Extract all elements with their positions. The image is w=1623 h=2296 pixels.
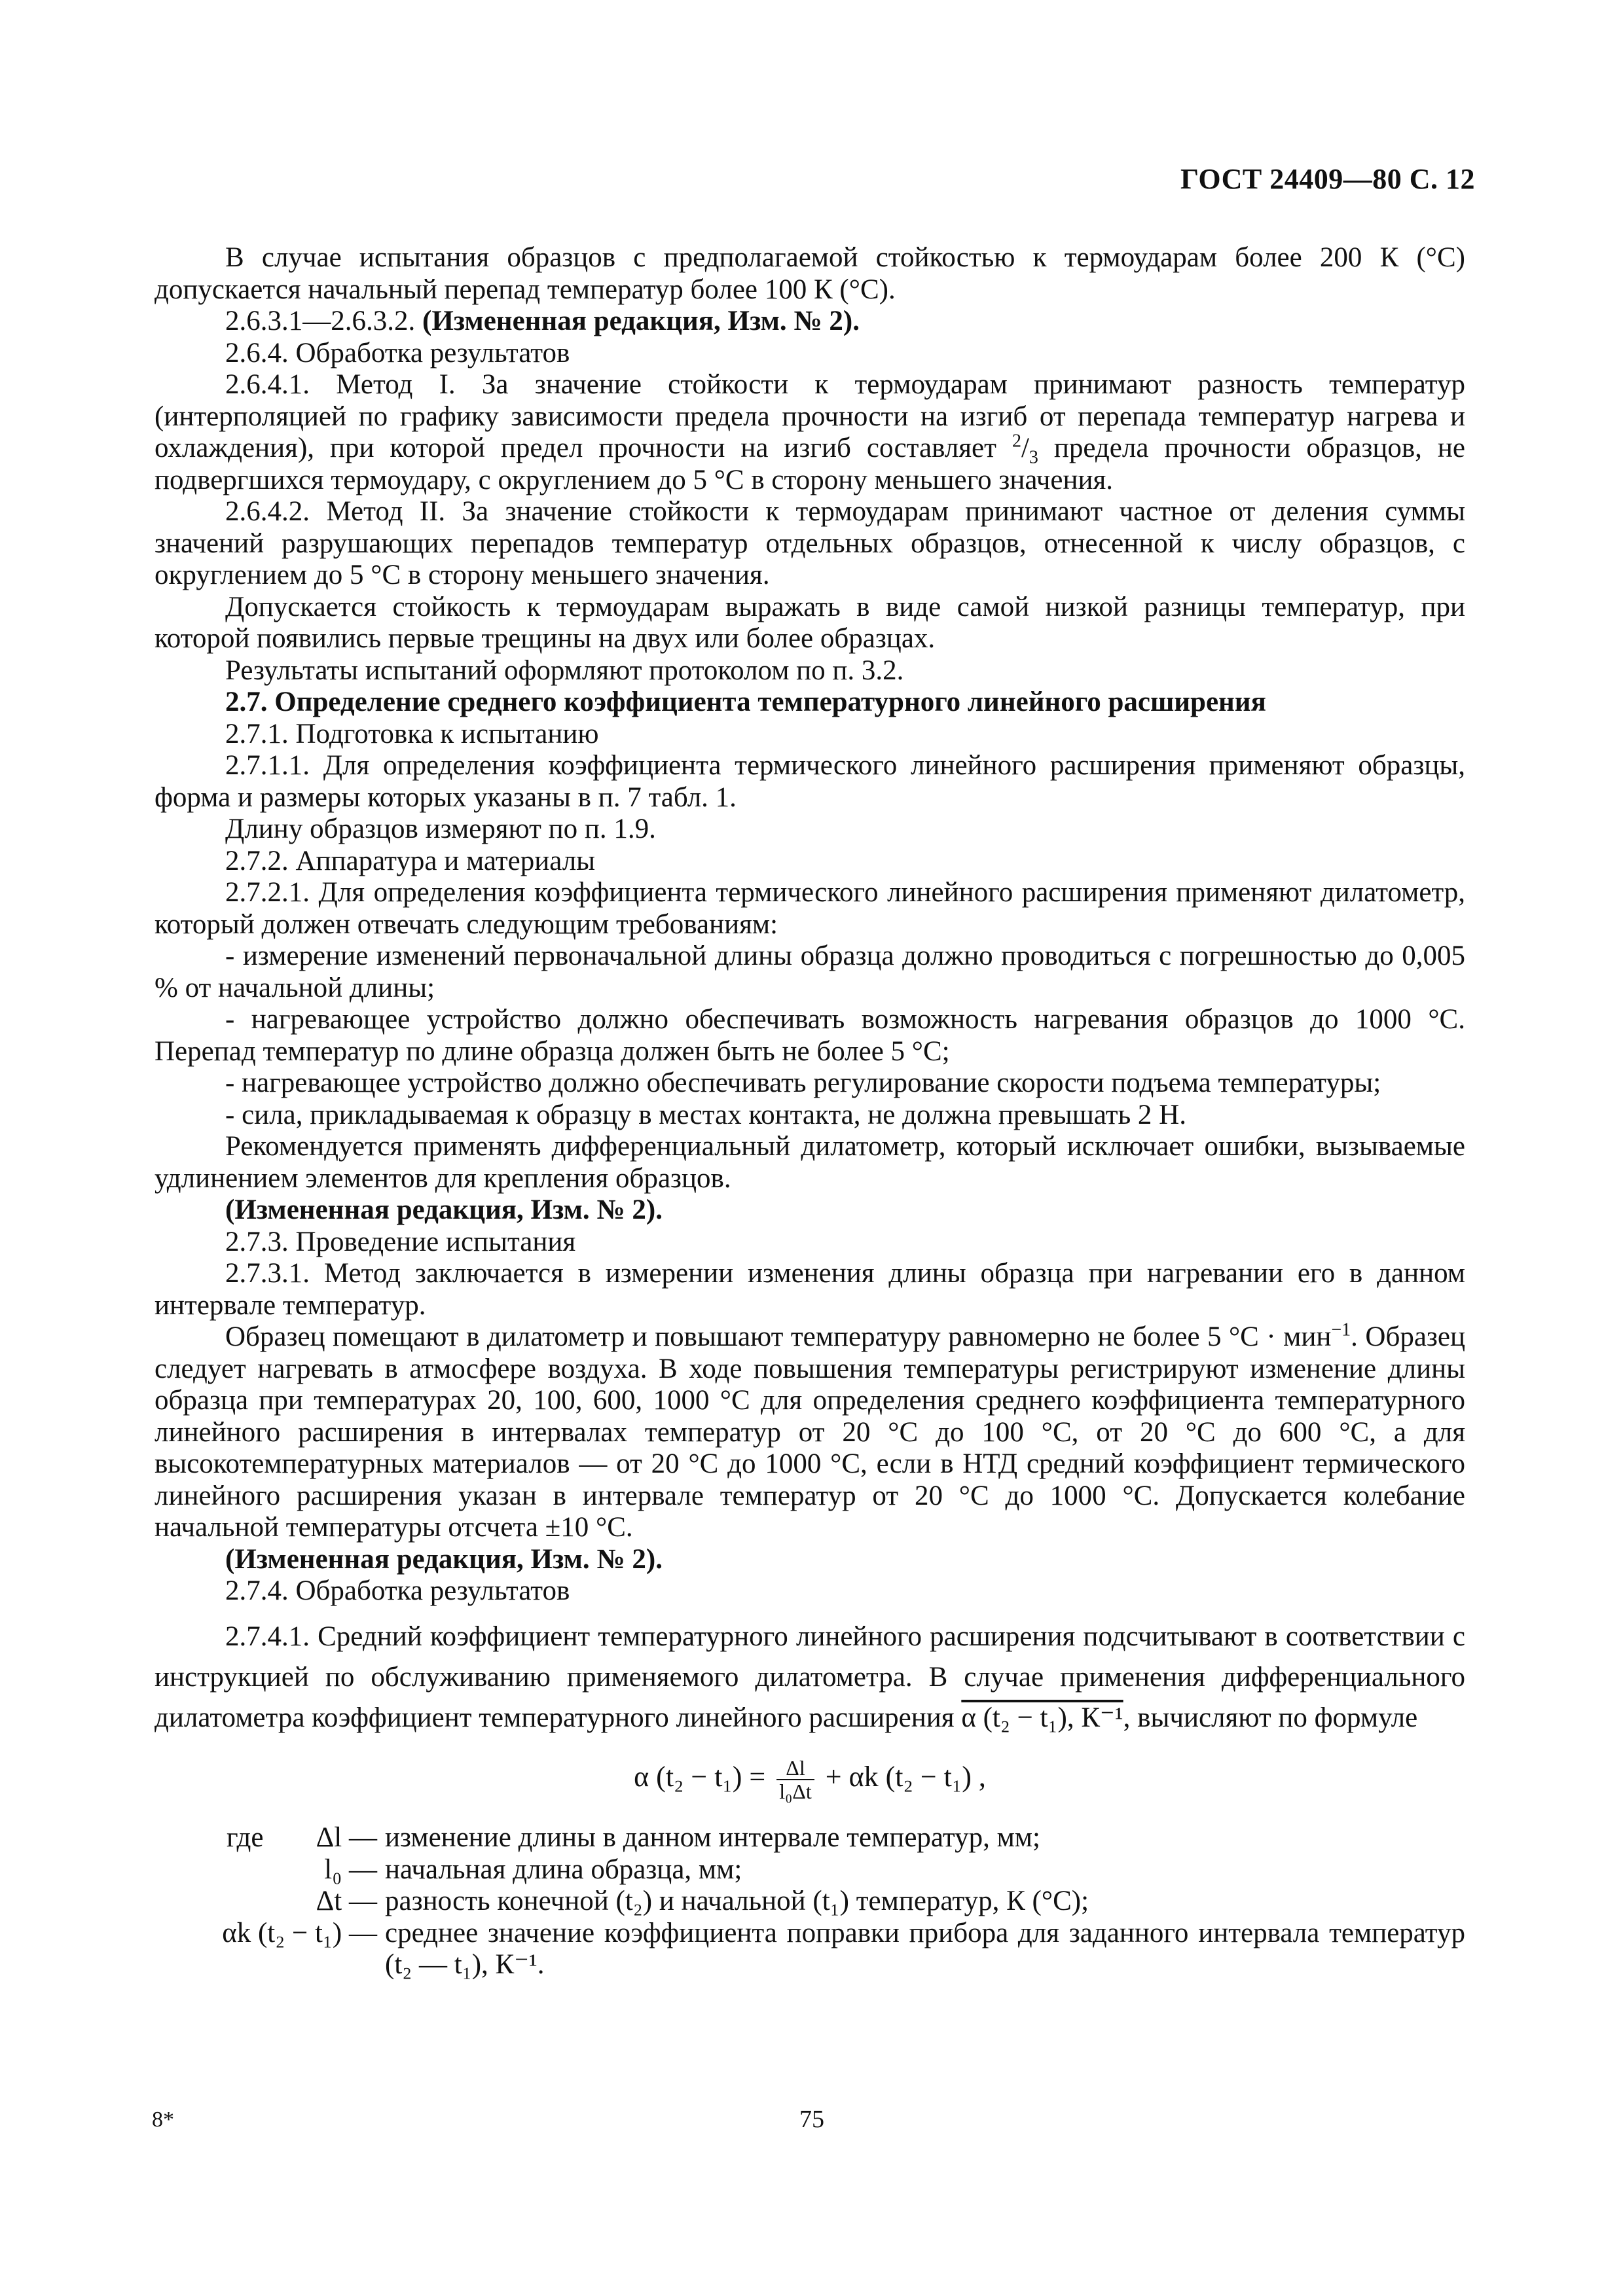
legend-desc: среднее значение коэффициента поправки прибора для заданного интервала температур (t₂ — t₁), К⁻¹. (385, 1917, 1465, 1980)
page-header: ГОСТ 24409—80 С. 12 (1180, 163, 1475, 195)
fraction-numerator: 2 (1012, 431, 1021, 452)
legend-desc: начальная длина образца, мм; (385, 1854, 742, 1885)
paragraph: 2.6.4.2. Метод II. За значение стойкости к термоударам принимают частное от деления суммы значений разрушающих перепадов температур отдельных образцов, отнесенной к числу образцов, с округлением до 5 °С в сторону меньшего значения. (155, 496, 1465, 590)
list-item: - нагревающее устройство должно обеспечивать регулирование скорости подъема температуры; (225, 1067, 1381, 1098)
legend-term: αk (t₂ − t₁) — (222, 1917, 377, 1948)
list-item: - измерение изменений первоначальной длины образца должно проводиться с погрешностью до 0,005 % от начальной длины; (155, 941, 1465, 1003)
formula-fraction (776, 1757, 814, 1803)
fraction-denominator: 3 (1029, 447, 1038, 468)
paragraph: 2.7.2.1. Для определения коэффициента термического линейного расширения применяют дилатометр, который должен отвечать следующим требованиям: (155, 877, 1465, 940)
legend-desc: изменение длины в данном интервале температур, мм; (385, 1822, 1040, 1853)
paragraph-text: 2.7.4.1. Средний коэффициент температурного линейного расширения подсчитывают в соответствии с инструкцией по обслуживанию применяемого дилатометра. В случае применения дифференциального дилатометра коэффициент температурного линейного расширения (155, 1621, 1465, 1733)
formula-rhs: + αk (t₂ − t₁) , (825, 1760, 986, 1793)
paragraph-text: . Образец следует нагревать в атмосфере воздуха. В ходе повышения температуры регистрируют изменение длины образца при температурах 20, 100, 600, 1000 °С для определения среднего коэффициента температурного линейного расширения в интервалах температур от 20 °С до 100 °С, от 20 °С до 600 °С, а для высокотемпературных материалов — от 20 °С до 1000 °С, если в НТД средний коэффициент термического линейного расширения указан в интервале температур от 20 °С до 1000 °С. Допускается колебание начальной температуры отсчета ±10 °С. (155, 1321, 1465, 1543)
list-item: - сила, прикладываемая к образцу в местах контакта, не должна превышать 2 Н. (225, 1099, 1186, 1130)
inline-formula: α (t₂ − t₁), К⁻¹ (961, 1702, 1123, 1733)
paragraph: 2.7.3.1. Метод заключается в измерении изменения длины образца при нагревании его в данном интервале температур. (155, 1258, 1465, 1321)
list-item: - нагревающее устройство должно обеспечивать возможность нагревания образцов до 1000 °С. Перепад температур по длине образца должен быть не более 5 °С; (155, 1004, 1465, 1067)
paragraph: Длину образцов измеряют по п. 1.9. (225, 814, 656, 844)
section-heading: 2.7.1. Подготовка к испытанию (225, 718, 599, 749)
paragraph-text: , вычисляют по формуле (1123, 1702, 1418, 1733)
formula (155, 1757, 1465, 1803)
legend-desc: разность конечной (t₂) и начальной (t₁) температур, К (°С); (385, 1886, 1089, 1916)
paragraph: Допускается стойкость к термоударам выражать в виде самой низкой разницы температур, при которой появились первые трещины на двух или более образцах. (155, 591, 1465, 654)
amendment-note: (Измененная редакция, Изм. № 2). (422, 306, 860, 336)
paragraph (155, 1617, 1465, 1738)
paragraph: 2.6.4.1. Метод I. За значение стойкости к термоударам принимают разность температур (интерполяцией по графику зависимости предела прочности на изгиб от перепада температур нагрева и охлаждения), при которой предел прочности на изгиб составляет $^2/_3$ предела прочности образцов, не подвергшихся термоудару, с округлением до 5 °С в сторону меньшего значения. (155, 369, 1466, 495)
amendment-note: (Измененная редакция, Изм. № 2). (225, 1194, 663, 1225)
paragraph (155, 306, 1465, 338)
section-title: 2.7. Определение среднего коэффициента температурного линейного расширения (225, 687, 1266, 717)
legend-term: l₀ — (324, 1854, 377, 1885)
formula-numerator: Δl (776, 1757, 814, 1780)
formula-legend-items (155, 1822, 1465, 1981)
page-number: 75 (799, 2106, 824, 2133)
formula-denominator: l₀Δt (779, 1779, 812, 1803)
legend-intro: где (227, 1821, 264, 1853)
section-heading: 2.7.3. Проведение испытания (225, 1226, 576, 1257)
section-heading: 2.7.2. Аппаратура и материалы (225, 845, 596, 876)
paragraph (155, 1321, 1465, 1544)
legend-term: Δt — (316, 1886, 377, 1916)
paragraph: Результаты испытаний оформляют протоколом по п. 3.2. (225, 655, 904, 686)
section-heading: 2.6.4. Обработка результатов (225, 337, 570, 368)
footer-mark: 8* (152, 2108, 174, 2132)
clause-number: 2.6.3.1—2.6.3.2. (225, 306, 416, 336)
paragraph-text: 2.6.4.1. Метод I. За значение стойкости к термоударам принимают разность температур (интерполяцией по графику зависимости предела прочности на изгиб от перепада температур нагрева и охлаждения), при которой предел прочности на изгиб составляет (155, 369, 1465, 463)
paragraph: 2.7.1.1. Для определения коэффициента термического линейного расширения применяют образцы, форма и размеры которых указаны в п. 7 табл. 1. (155, 750, 1465, 813)
legend-term: Δl — (316, 1822, 377, 1853)
amendment-note: (Измененная редакция, Изм. № 2). (225, 1543, 663, 1575)
document-body (155, 242, 1465, 1981)
exponent: −1 (1331, 1319, 1351, 1340)
paragraph: В случае испытания образцов с предполагаемой стойкостью к термоударам более 200 К (°С) допускается начальный перепад температур более 100 К (°С). (155, 242, 1465, 305)
section-heading: 2.7.4. Обработка результатов (225, 1575, 570, 1606)
paragraph-text: предела прочности образцов, не подвергшихся термоудару, с округлением до 5 °С в сторону меньшего значения. (155, 433, 1466, 495)
formula-lhs: α (t₂ − t₁) = (634, 1760, 766, 1793)
paragraph-text: Образец помещают в дилатометр и повышают температуру равномерно не более 5 °С · мин (225, 1321, 1332, 1352)
paragraph: Рекомендуется применять дифференциальный дилатометр, который исключает ошибки, вызываемые удлинением элементов для крепления образцов. (155, 1131, 1465, 1194)
